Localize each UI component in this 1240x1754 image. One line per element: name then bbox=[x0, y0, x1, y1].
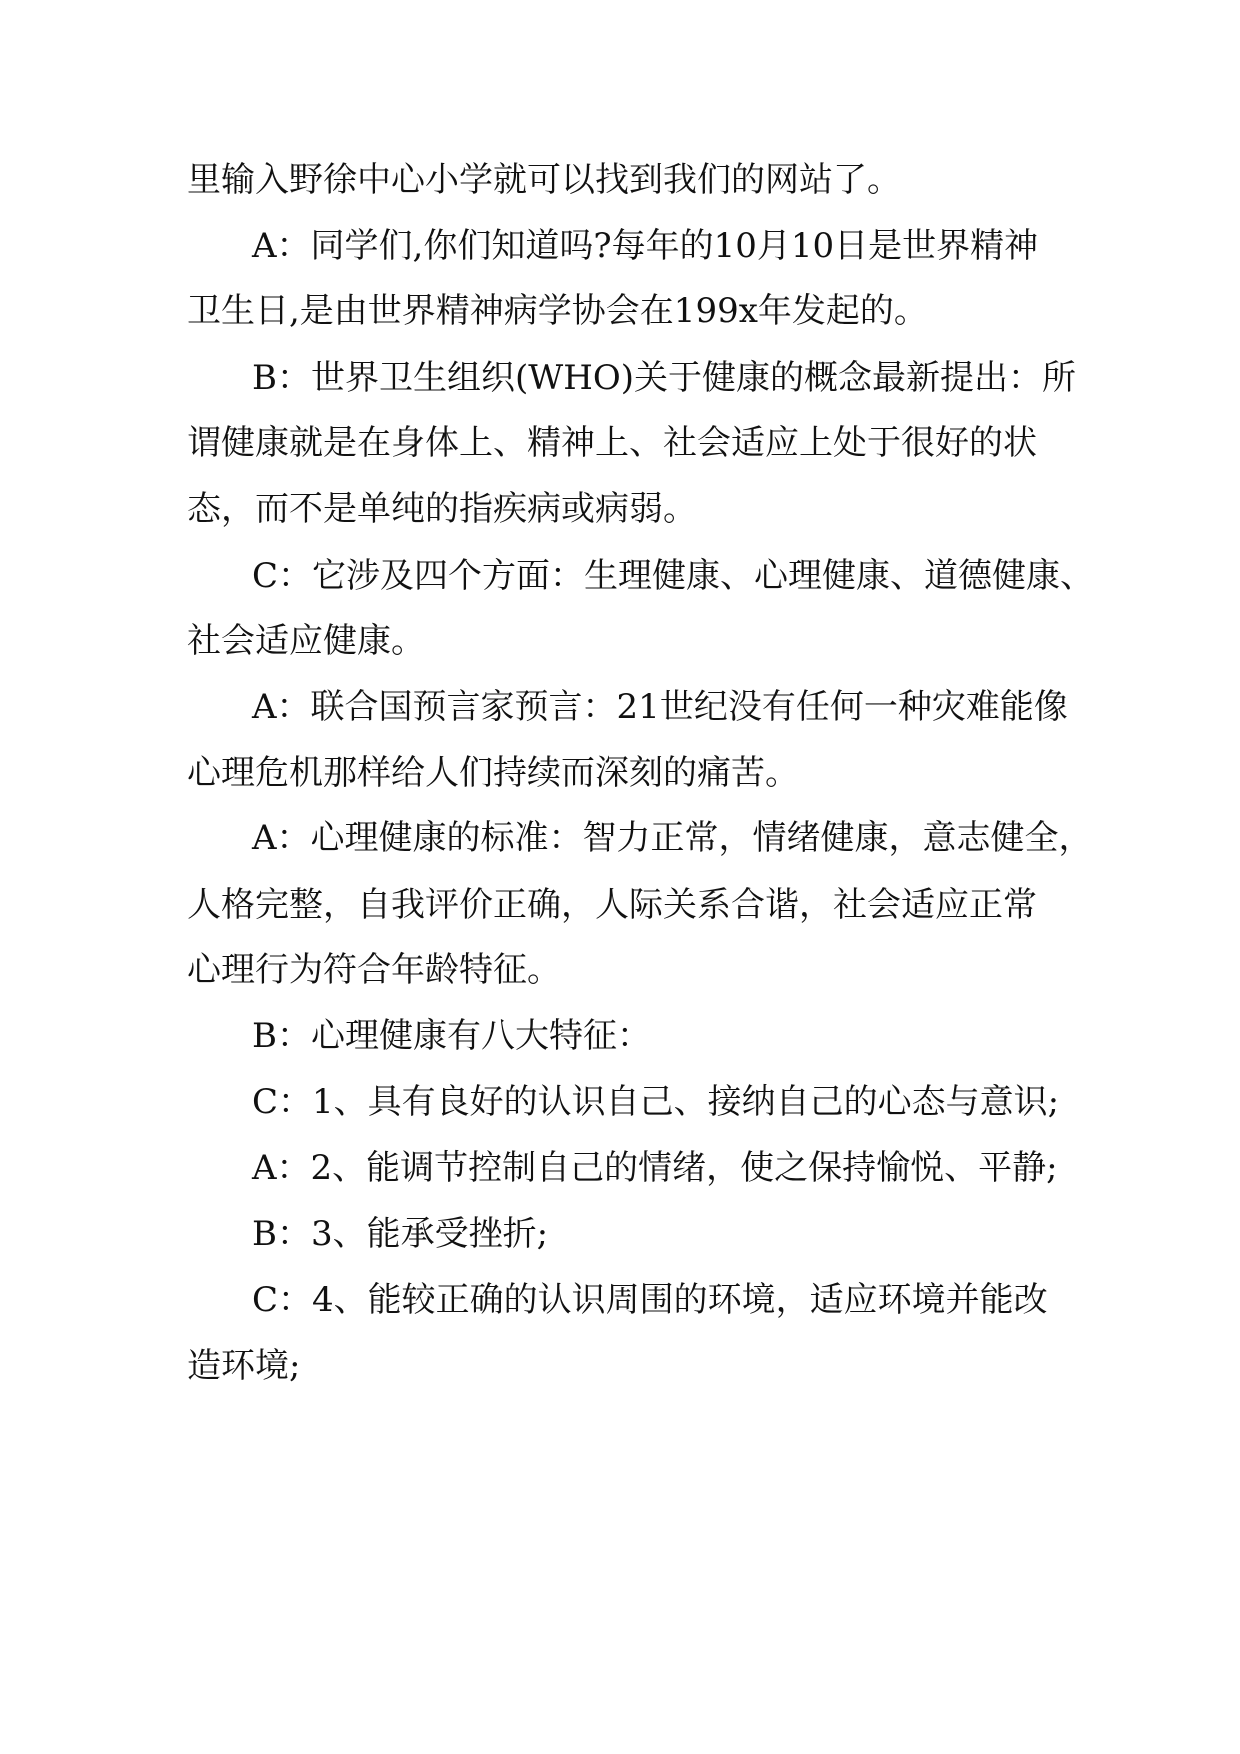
paragraph-line: A：联合国预言家预言：21世纪没有任何一种灾难能像 bbox=[252, 687, 1068, 727]
paragraph-line: B：3、能承受挫折; bbox=[252, 1214, 549, 1254]
paragraph-line: 造环境; bbox=[187, 1346, 301, 1386]
paragraph-line: B：世界卫生组织(WHO)关于健康的概念最新提出：所 bbox=[252, 358, 1076, 398]
paragraph-line: 人格完整，自我评价正确，人际关系合谐，社会适应正常 bbox=[187, 885, 1037, 925]
paragraph-line: C：4、能较正确的认识周围的环境，适应环境并能改 bbox=[252, 1280, 1048, 1320]
paragraph-line: 心理危机那样给人们持续而深刻的痛苦。 bbox=[187, 753, 799, 793]
paragraph-line: 里输入野徐中心小学就可以找到我们的网站了。 bbox=[187, 160, 901, 200]
paragraph-line: A：2、能调节控制自己的情绪，使之保持愉悦、平静; bbox=[252, 1148, 1058, 1188]
paragraph-line: A：心理健康的标准：智力正常，情绪健康，意志健全， bbox=[252, 818, 1093, 858]
paragraph-line: 态，而不是单纯的指疾病或病弱。 bbox=[187, 489, 697, 529]
paragraph-line: 心理行为符合年龄特征。 bbox=[187, 950, 561, 990]
paragraph-line: C：它涉及四个方面：生理健康、心理健康、道德健康、 bbox=[252, 556, 1095, 596]
paragraph-line: C：1、具有良好的认识自己、接纳自己的心态与意识; bbox=[252, 1082, 1060, 1122]
paragraph-line: 谓健康就是在身体上、精神上、社会适应上处于很好的状 bbox=[187, 423, 1037, 463]
paragraph-line: B：心理健康有八大特征： bbox=[252, 1016, 651, 1056]
paragraph-line: 社会适应健康。 bbox=[187, 621, 425, 661]
paragraph-line: 卫生日,是由世界精神病学协会在199x年发起的。 bbox=[187, 291, 928, 331]
paragraph-line: A：同学们,你们知道吗?每年的10月10日是世界精神 bbox=[252, 226, 1039, 266]
